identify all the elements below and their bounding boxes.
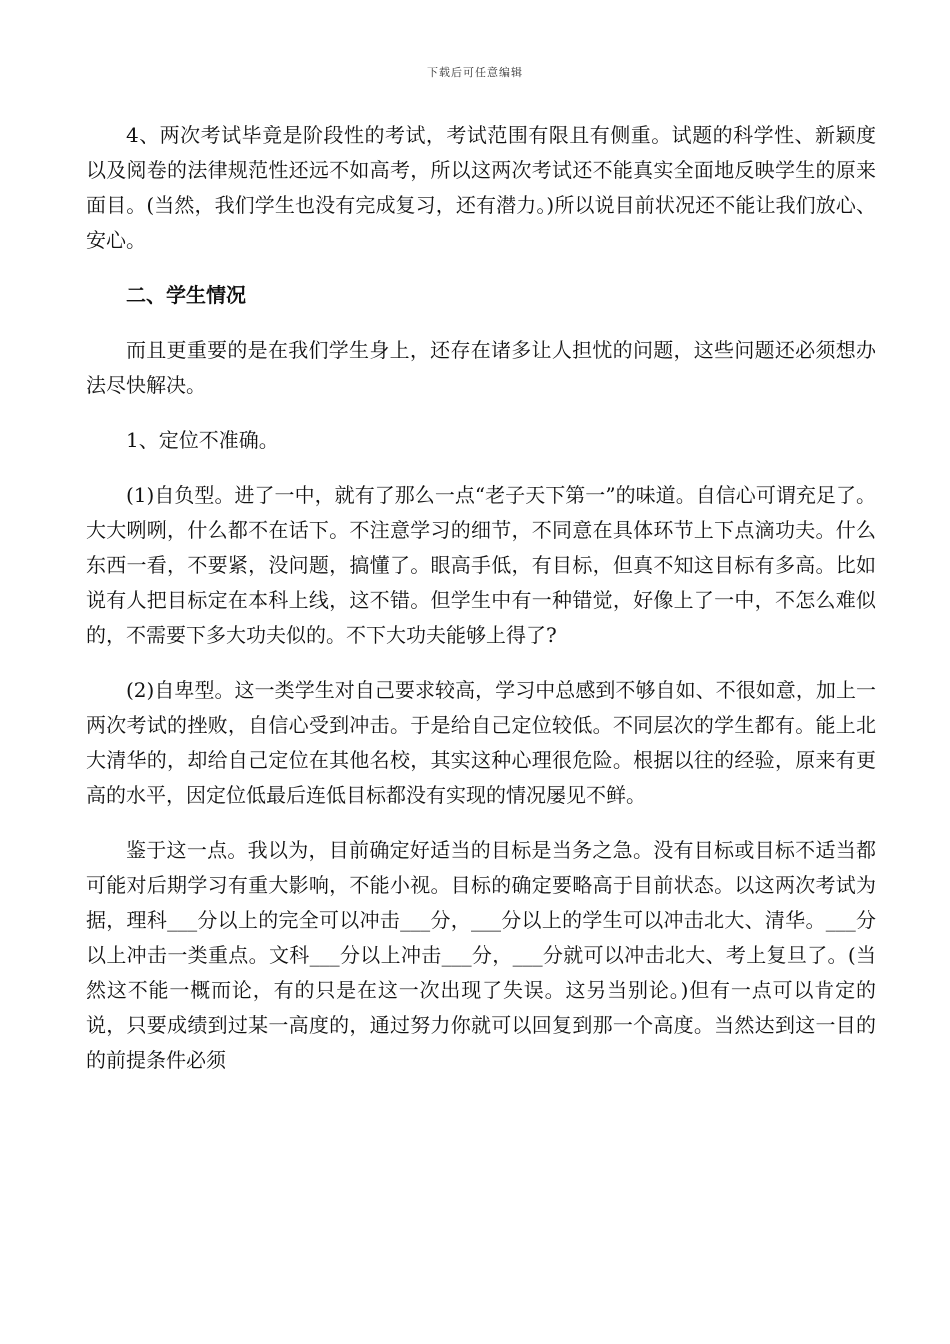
paragraph-goal-setting: 鉴于这一点。我以为，目前确定好适当的目标是当务之急。没有目标或目标不适当都可能对后期学习有重大影响，不能小视。目标的确定要略高于目前状态。以这两次考试为据，理科___分以上的完全可以冲击___分，___分以上的学生可以冲击北大、清华。___分以上冲击一类重点。文科___分以上冲击___分，___分就可以冲击北大、考上复旦了。(当然这不能一概而论，有的只是在这一次出现了失误。这另当别论。)但有一点可以肯定的说，只要成绩到过某一高度的，通过努力你就可以回复到那一个高度。当然达到这一目的的前提条件必须 xyxy=(86,838,876,1072)
page-header: 下载后可任意编辑 xyxy=(427,66,523,79)
paragraph-low-confidence-type: (2)自卑型。这一类学生对自己要求较高，学习中总感到不够自如、不很如意，加上一两次考试的挫败，自信心受到冲击。于是给自己定位较低。不同层次的学生都有。能上北大清华的，却给自己定位在其他名校，其实这种心理很危险。根据以往的经验，原来有更高的水平，因定位低最后连低目标都没有实现的情况屡见不鲜。 xyxy=(86,678,876,807)
section-heading-student-situation: 二、学生情况 xyxy=(126,283,246,307)
paragraph-positioning-issue: 1、定位不准确。 xyxy=(126,428,279,452)
paragraph-overconfident-type: (1)自负型。进了一中，就有了那么一点“老子天下第一”的味道。自信心可谓充足了。大大咧咧，什么都不在话下。不注意学习的细节，不同意在具体环节上下点滴功夫。什么东西一看，不要紧，没问题，搞懂了。眼高手低，有目标，但真不知这目标有多高。比如说有人把目标定在本科上线，这不错。但学生中有一种错觉，好像上了一中，不怎么难似的，不需要下多大功夫似的。不下大功夫能够上得了? xyxy=(86,483,876,647)
paragraph-exam-limitations: 4、两次考试毕竟是阶段性的考试，考试范围有限且有侧重。试题的科学性、新颖度以及阅卷的法律规范性还远不如高考，所以这两次考试还不能真实全面地反映学生的原来面目。(当然，我们学生也没有完成复习，还有潜力。)所以说目前状况还不能让我们放心、安心。 xyxy=(86,123,876,252)
document-body xyxy=(86,118,876,1098)
paragraph-student-problems: 而且更重要的是在我们学生身上，还存在诸多让人担忧的问题，这些问题还必须想办法尽快解决。 xyxy=(86,338,876,397)
